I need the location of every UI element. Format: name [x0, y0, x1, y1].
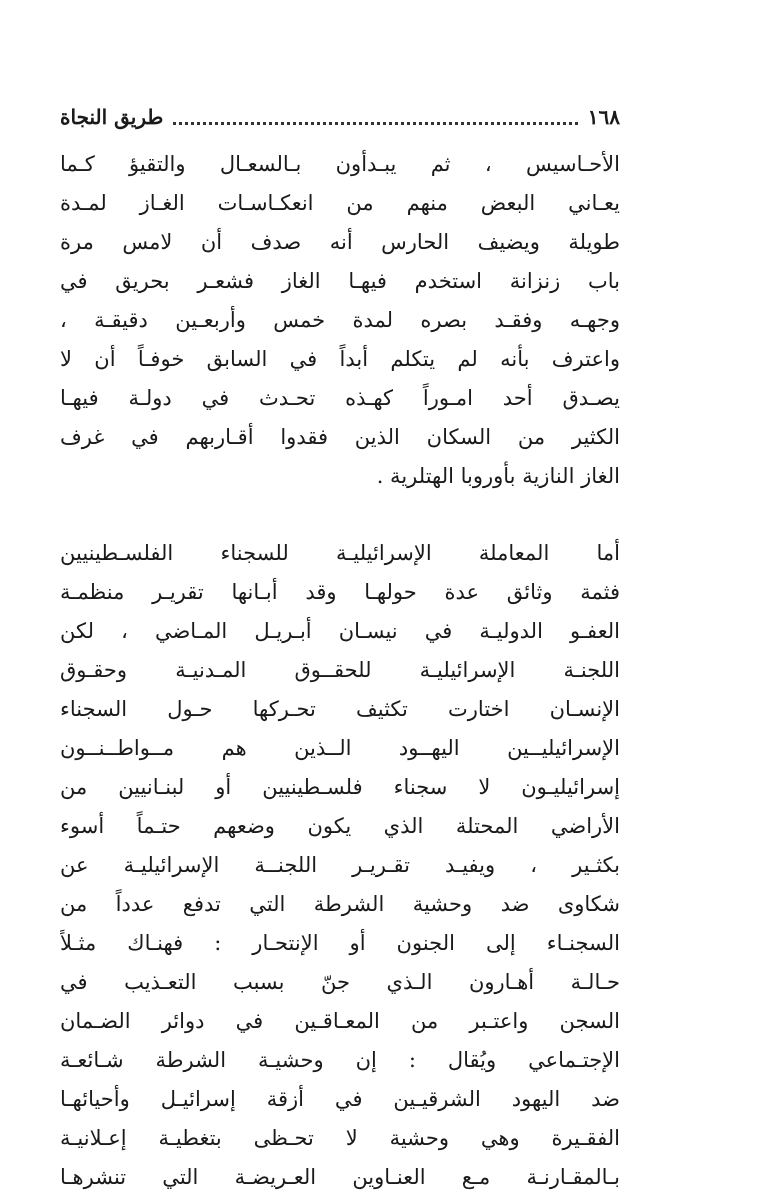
header-dotted-leader	[173, 122, 577, 125]
page-header	[60, 100, 620, 134]
text-line: حـالـة أهـارون الـذي جنّ بسبب التعـذيب في	[60, 970, 620, 994]
text-line: بكثـير ، ويفيـد تقـريـر اللجنــة الإسرائيليـة عن	[60, 853, 620, 877]
text-line: شكاوى ضد وحشية الشرطة التي تدفع عدداً من	[60, 892, 620, 916]
paragraph-gap	[60, 496, 620, 534]
paragraph-1	[60, 145, 620, 496]
text-line: يعـاني البعض منهم من انعكـاسـات الغـاز لمـدة	[60, 191, 620, 215]
text-line: يصـدق أحد امـوراً كهـذه تحـدث في دولـة فيهـا	[60, 386, 620, 410]
text-line: أما المعاملة الإسرائيليـة للسجناء الفلسـطينيين	[60, 541, 620, 565]
text-line: الأراضي المحتلة الذي يكون وضعهم حتـماً أسوء	[60, 814, 620, 838]
text-line: الكثير من السكان الذين فقدوا أقـاربهم في غرف	[60, 425, 620, 449]
text-line: الإسرائيليــين اليهــود الــذين هم مــواطــنــون	[60, 736, 620, 760]
text-line: اللجنـة الإسرائيليـة للحقــوق المـدنيـة وحقـوق	[60, 658, 620, 682]
text-line: السجن واعتـبر من المعـاقـين في دوائر الضـمان	[60, 1009, 620, 1033]
text-line: واعترف بأنه لم يتكلم أبداً في السابق خوفـاً أن لا	[60, 347, 620, 371]
page-number: ١٦٨	[587, 105, 620, 129]
paragraph-2	[60, 534, 620, 1197]
body-text	[60, 145, 620, 1197]
text-line: الأحـاسيس ، ثم يبـدأون بـالسعـال والتقيؤ كـما	[60, 152, 620, 176]
text-line: باب زنزانة استخدم فيهـا الغاز فشعـر بحريق في	[60, 269, 620, 293]
text-line: طويلة ويضيف الحارس أنه صدف أن لامس مرة	[60, 230, 620, 254]
text-line: الغاز النازية بأوروبا الهتلرية .	[376, 464, 620, 488]
text-line: العفـو الدوليـة في نيسـان أبـريـل المـاضي ، لكن	[60, 619, 620, 643]
running-title: طريق النجاة	[60, 105, 164, 129]
text-line: السجنـاء إلى الجنون أو الإنتحـار : فهنـاك مثـلاً	[60, 931, 620, 955]
text-line: ضد اليهود الشرقيـين في أزقة إسرائيـل وأحيائهـا	[60, 1087, 620, 1111]
text-line: إسرائيليـون لا سجناء فلسـطينيين أو لبنـانيين من	[60, 775, 620, 799]
text-line: الإجتـماعي ويُقال : إن وحشيـة الشرطة شـائعـة	[60, 1048, 620, 1072]
text-line: الفقـيرة وهي وحشية لا تحـظى بتغطيـة إعـلانيـة	[60, 1126, 620, 1150]
text-line: وجهـه وفقـد بصره لمدة خمس وأربعـين دقيقـة ،	[60, 308, 620, 332]
text-line: فثمة وثائق عدة حولهـا وقد أبـانها تقريـر منظمـة	[60, 580, 620, 604]
text-line: بـالمقـارنـة مـع العنـاوين العـريضـة التي تنشرهـا	[60, 1165, 620, 1189]
text-line: الإنسـان اختارت تكثيف تحـركها حـول السجناء	[60, 697, 620, 721]
